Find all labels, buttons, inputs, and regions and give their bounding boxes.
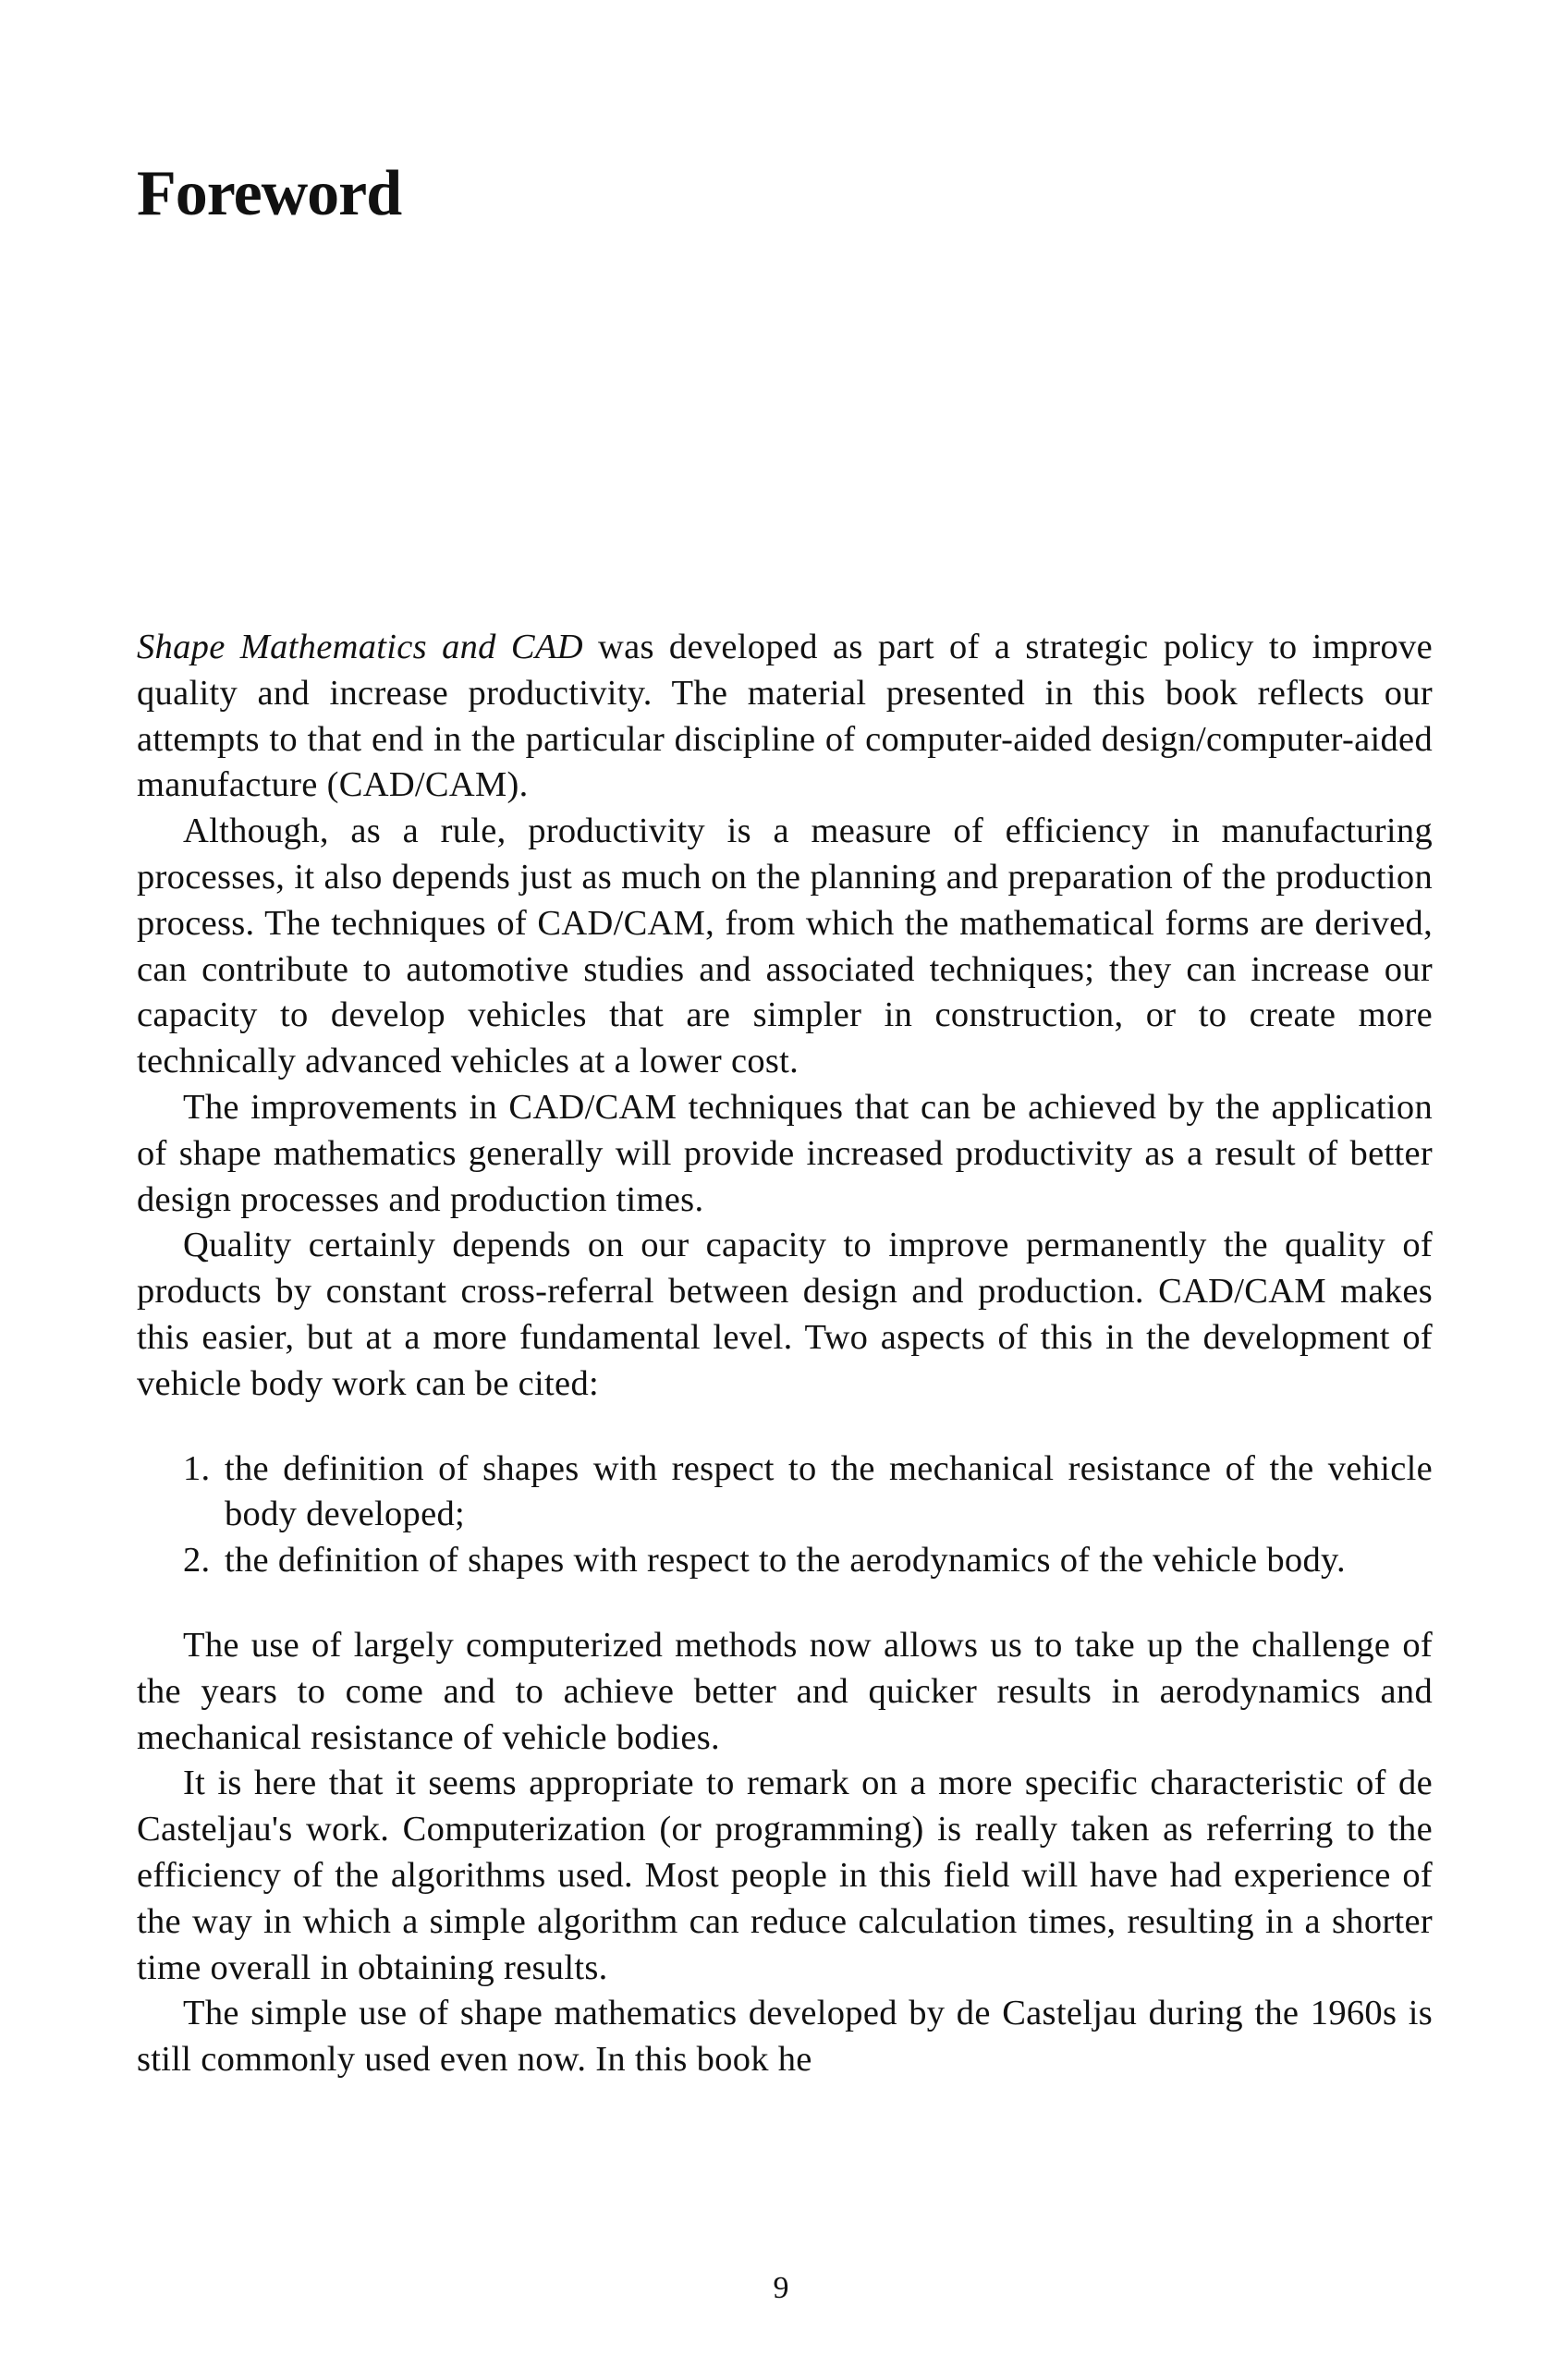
list-item-number: 2. — [183, 1541, 211, 1581]
list-item — [183, 1538, 1433, 1584]
paragraph-shape-mathematics: The simple use of shape mathematics developed by de Casteljau during the 1960s is still commonly used even now. In this book he — [137, 1994, 1433, 2080]
page-number: 9 — [773, 2271, 789, 2305]
intro-paragraph — [137, 625, 1433, 809]
intro-text: was developed as part of a strategic policy to improve quality and increase productivity. The material presented in this book reflects our attempts to that end in the particular discipline of computer-aided design/computer-aided manufacture (CAD/CAM). — [137, 628, 1433, 805]
body-text — [137, 625, 1433, 2083]
page-title: Foreword — [137, 158, 402, 229]
paragraph-quality: Quality certainly depends on our capacity to improve permanently the quality of products by constant cross-referral between design and production. CAD/CAM makes this easier, but at a more fundamental level. Two aspects of this in the development of vehicle body work can be cited: — [137, 1226, 1433, 1403]
paragraph-casteljau-work: It is here that it seems appropriate to remark on a more specific characteristic of de Casteljau's work. Computerization (or programming) is really taken as referring to the efficiency of the algorithms used. Most people in this field will have had experience of the way in which a simple algorithm can reduce calculation times, resulting in a shorter time overall in obtaining results. — [137, 1764, 1433, 1987]
paragraph-improvements: The improvements in CAD/CAM techniques that can be achieved by the application of shape mathematics generally will provide increased productivity as a result of better design processes and production times. — [137, 1087, 1433, 1219]
list-item — [183, 1446, 1433, 1539]
list-item-text: the definition of shapes with respect to the mechanical resistance of the vehicle body developed; — [225, 1448, 1433, 1534]
book-title: Shape Mathematics and CAD — [137, 628, 583, 666]
aspects-list — [137, 1446, 1433, 1584]
paragraph-productivity: Although, as a rule, productivity is a measure of efficiency in manufacturing processes, it also depends just as much on the planning and preparation of the production process. The techniques of CAD/CAM, from which the mathematical forms are derived, can contribute to automotive studies and associated techniques; they can increase our capacity to develop vehicles that are simpler in construction, or to create more technically advanced vehicles at a lower cost. — [137, 812, 1433, 1081]
paragraph-computerized-methods: The use of largely computerized methods now allows us to take up the challenge of the years to come and to achieve better and quicker results in aerodynamics and mechanical resistance of vehicle bodies. — [137, 1625, 1433, 1757]
list-item-text: the definition of shapes with respect to the aerodynamics of the vehicle body. — [225, 1541, 1346, 1581]
list-item-number: 1. — [183, 1448, 211, 1488]
